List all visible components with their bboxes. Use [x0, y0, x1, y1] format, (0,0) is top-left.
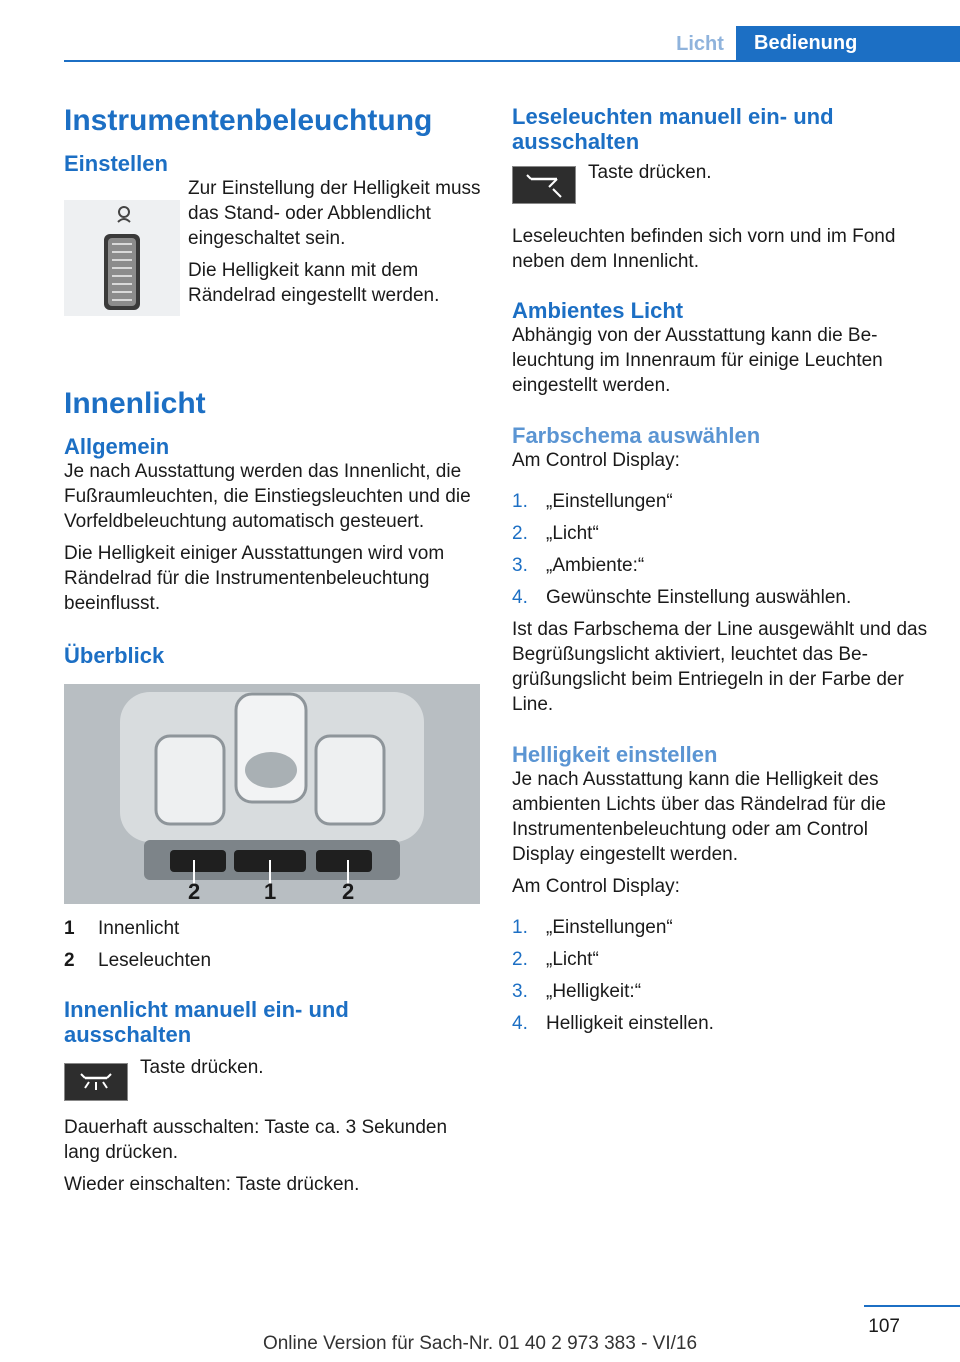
heading-leseleuchten-manuell: Leseleuchten manuell ein- und ausschalten	[512, 104, 834, 154]
step-text: „Einstellungen“	[546, 917, 673, 938]
heading-allgemein: Allgemein	[64, 434, 170, 459]
interior-light-photo	[64, 684, 480, 904]
heading-ueberblick: Überblick	[64, 643, 165, 668]
page-number: 107	[868, 1316, 900, 1337]
step-item	[512, 1011, 932, 1036]
thumbwheel-icon	[64, 200, 180, 316]
step-item	[512, 915, 932, 940]
step-item	[512, 553, 932, 578]
innenlicht-taste-text: Taste drücken.	[140, 1057, 264, 1078]
online-version-note: Online Version für Sach-Nr. 01 40 2 973 383 - VI/16	[262, 1333, 698, 1354]
heading-innenlicht: Innenlicht	[64, 387, 206, 420]
step-number: 1.	[512, 917, 528, 938]
legend-number: 2	[64, 950, 75, 971]
header-rule	[64, 60, 960, 62]
step-number: 2.	[512, 949, 528, 970]
step-text: „Ambiente:“	[546, 555, 645, 576]
legend-text: Innenlicht	[98, 918, 180, 939]
farb-control-display: Am Control Display:	[512, 450, 680, 471]
photo-label-2-right: 2	[342, 879, 355, 904]
heading-innenlicht-manuell: Innenlicht manuell ein- und ausschalten	[64, 997, 349, 1047]
farbschema-text: Ist das Farbschema der Line ausgewählt und das Begrüßungslicht aktiviert, leuchtet das Begrüßungslicht beim Entriegeln in der Farbe der Line.	[512, 619, 928, 715]
heading-helligkeit: Helligkeit einstellen	[512, 742, 718, 767]
step-number: 4.	[512, 1013, 528, 1034]
legend-item	[64, 948, 484, 973]
step-number: 4.	[512, 587, 528, 608]
step-number: 1.	[512, 491, 528, 512]
legend-text: Leseleuchten	[98, 950, 212, 971]
einstellen-block	[64, 176, 484, 348]
interior-light-button-icon	[64, 1063, 128, 1101]
step-text: Helligkeit einstellen.	[546, 1013, 714, 1034]
footer-rule	[864, 1305, 960, 1307]
allgemein-text-1: Je nach Ausstattung werden das Innenlicht, die Fußraumleuchten, die Einstiegsleuchten und die Vorfeldbeleuchtung automatisch gesteuert.	[64, 461, 471, 532]
step-item	[512, 585, 932, 610]
photo-label-2-left: 2	[188, 879, 201, 904]
hell-control-display: Am Control Display:	[512, 876, 680, 897]
right-column	[512, 96, 932, 1043]
left-column	[64, 96, 484, 1197]
lese-taste-block	[512, 162, 932, 224]
heading-ambientes-licht: Ambientes Licht	[512, 298, 684, 323]
heading-farbschema: Farbschema auswählen	[512, 423, 761, 448]
legend-number: 1	[64, 918, 75, 939]
step-text: „Helligkeit:“	[546, 981, 642, 1002]
step-item	[512, 521, 932, 546]
heading-einstellen: Einstellen	[64, 151, 168, 176]
step-item	[512, 979, 932, 1004]
reading-light-button-icon	[512, 166, 576, 204]
farbschema-steps	[512, 489, 932, 610]
step-text: „Licht“	[546, 949, 599, 970]
ambientes-text: Abhängig von der Ausstattung kann die Beleuchtung im Innenraum für einige Leuchten eingestellt werden.	[512, 325, 883, 396]
lese-taste-text: Taste drücken.	[588, 162, 712, 183]
einstellen-text-2: Die Helligkeit kann mit dem Rändelrad eingestellt werden.	[188, 260, 440, 306]
helligkeit-text: Je nach Ausstattung kann die Helligkeit des ambienten Lichts über das Rändelrad für die Instrumentenbeleuchtung oder am Control Display eingestellt werden.	[512, 769, 886, 865]
tab-licht: Licht	[676, 33, 724, 55]
step-item	[512, 489, 932, 514]
step-text: Gewünschte Einstellung auswählen.	[546, 587, 852, 608]
step-text: „Licht“	[546, 523, 599, 544]
step-item	[512, 947, 932, 972]
step-number: 3.	[512, 555, 528, 576]
helligkeit-steps	[512, 915, 932, 1036]
allgemein-text-2: Die Helligkeit einiger Ausstattungen wird vom Rändelrad für die Instrumentenbeleuchtung beeinflusst.	[64, 543, 445, 614]
lese-text: Leseleuchten befinden sich vorn und im Fond neben dem Innenlicht.	[512, 226, 896, 272]
einstellen-text-1: Zur Einstellung der Helligkeit muss das Stand- oder Abblendlicht eingeschaltet sein.	[188, 178, 481, 249]
step-number: 3.	[512, 981, 528, 1002]
photo-label-1: 1	[264, 879, 277, 904]
dauerhaft-text: Dauerhaft ausschalten: Taste ca. 3 Sekunden lang drücken.	[64, 1117, 448, 1163]
wieder-text: Wieder einschalten: Taste drücken.	[64, 1174, 360, 1195]
tab-bedienung: Bedienung	[736, 26, 960, 62]
step-number: 2.	[512, 523, 528, 544]
photo-legend	[64, 916, 484, 973]
heading-instrumentenbeleuchtung: Instrumentenbeleuchtung	[64, 104, 433, 137]
legend-item	[64, 916, 484, 941]
innenlicht-taste-block	[64, 1055, 484, 1115]
step-text: „Einstellungen“	[546, 491, 673, 512]
